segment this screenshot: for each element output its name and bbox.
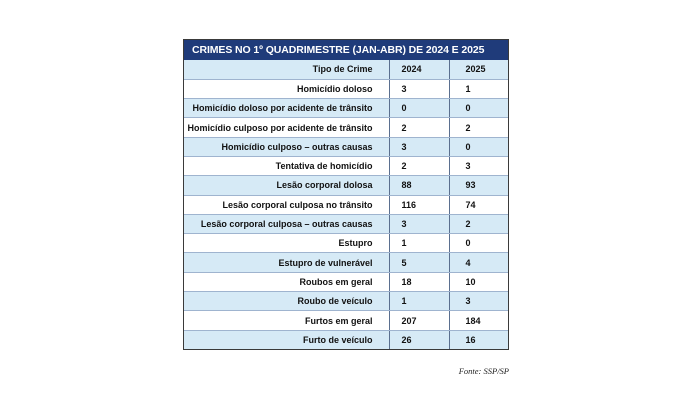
cell-crime-type: Roubos em geral — [184, 272, 389, 291]
cell-value-2024: 5 — [389, 253, 449, 272]
table-row — [184, 311, 508, 330]
source-note: Fonte: SSP/SP — [458, 366, 509, 376]
cell-value-2025: 74 — [449, 195, 508, 214]
cell-crime-type: Homicídio culposo – outras causas — [184, 137, 389, 156]
cell-value-2025: 0 — [449, 234, 508, 253]
table-row — [184, 176, 508, 195]
table-row — [184, 79, 508, 98]
cell-crime-type: Estupro — [184, 234, 389, 253]
cell-value-2024: 1 — [389, 292, 449, 311]
table-row — [184, 118, 508, 137]
crime-data-table — [184, 60, 508, 349]
table-title: CRIMES NO 1º QUADRIMESTRE (JAN-ABR) DE 2024 E 2025 — [184, 40, 508, 60]
cell-value-2025: 1 — [449, 79, 508, 98]
header-crime-type: Tipo de Crime — [184, 60, 389, 79]
cell-value-2024: 18 — [389, 272, 449, 291]
table-row — [184, 156, 508, 175]
table-row — [184, 137, 508, 156]
crime-table — [183, 39, 509, 350]
cell-crime-type: Homicídio doloso — [184, 79, 389, 98]
cell-value-2024: 3 — [389, 79, 449, 98]
cell-value-2025: 93 — [449, 176, 508, 195]
cell-value-2024: 0 — [389, 99, 449, 118]
cell-value-2024: 2 — [389, 118, 449, 137]
cell-crime-type: Lesão corporal dolosa — [184, 176, 389, 195]
cell-value-2025: 2 — [449, 118, 508, 137]
cell-value-2024: 207 — [389, 311, 449, 330]
cell-value-2025: 2 — [449, 214, 508, 233]
cell-crime-type: Lesão corporal culposa – outras causas — [184, 214, 389, 233]
cell-value-2024: 26 — [389, 330, 449, 349]
table-header-row — [184, 60, 508, 79]
cell-crime-type: Homicídio culposo por acidente de trânsito — [184, 118, 389, 137]
table-row — [184, 330, 508, 349]
cell-crime-type: Roubo de veículo — [184, 292, 389, 311]
table-row — [184, 214, 508, 233]
cell-crime-type: Lesão corporal culposa no trânsito — [184, 195, 389, 214]
table-row — [184, 234, 508, 253]
cell-value-2025: 3 — [449, 156, 508, 175]
cell-value-2025: 0 — [449, 99, 508, 118]
cell-value-2024: 2 — [389, 156, 449, 175]
table-row — [184, 99, 508, 118]
cell-value-2025: 16 — [449, 330, 508, 349]
header-year-2025: 2025 — [449, 60, 508, 79]
cell-value-2025: 0 — [449, 137, 508, 156]
table-row — [184, 253, 508, 272]
cell-crime-type: Tentativa de homicídio — [184, 156, 389, 175]
cell-crime-type: Homicídio doloso por acidente de trânsito — [184, 99, 389, 118]
cell-value-2024: 88 — [389, 176, 449, 195]
cell-value-2024: 3 — [389, 137, 449, 156]
table-row — [184, 195, 508, 214]
header-year-2024: 2024 — [389, 60, 449, 79]
table-row — [184, 292, 508, 311]
cell-value-2025: 3 — [449, 292, 508, 311]
cell-value-2024: 3 — [389, 214, 449, 233]
cell-value-2024: 116 — [389, 195, 449, 214]
cell-value-2025: 10 — [449, 272, 508, 291]
cell-crime-type: Furtos em geral — [184, 311, 389, 330]
cell-value-2025: 184 — [449, 311, 508, 330]
cell-crime-type: Furto de veículo — [184, 330, 389, 349]
cell-value-2025: 4 — [449, 253, 508, 272]
cell-value-2024: 1 — [389, 234, 449, 253]
cell-crime-type: Estupro de vulnerável — [184, 253, 389, 272]
table-row — [184, 272, 508, 291]
